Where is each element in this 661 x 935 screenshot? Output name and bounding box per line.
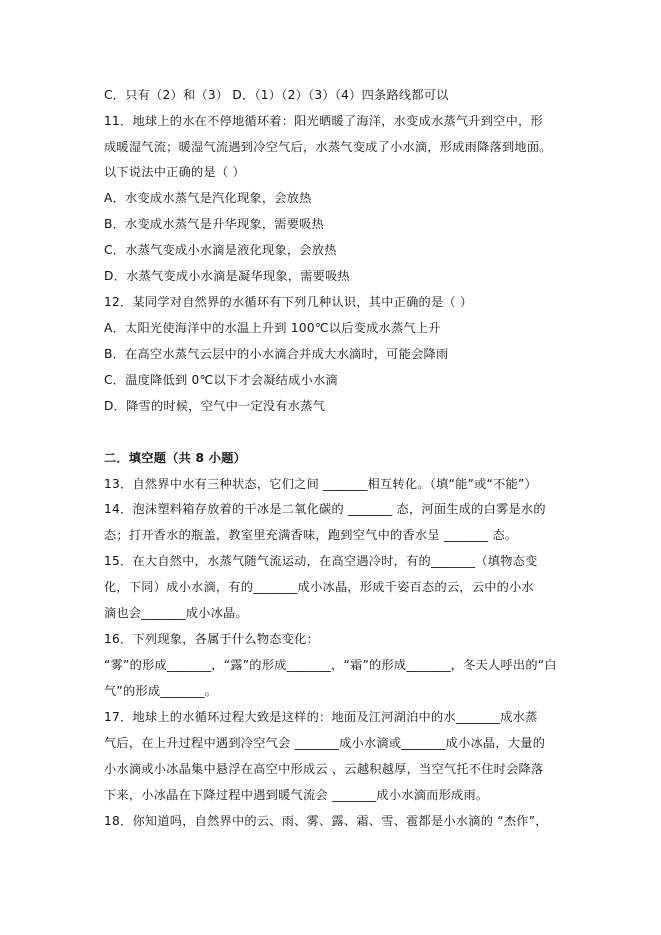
- q15-line-2: 化，下同）成小水滴，有的_______成小冰晶，形成千姿百态的云，云中的小水: [104, 580, 534, 594]
- q10-option-cd: C．只有（2）和（3） D．（1）（2）（3）（4）四条路线都可以: [104, 88, 449, 102]
- q11-option-c: C．水蒸气变成小水滴是液化现象，会放热: [104, 243, 337, 257]
- q11-option-b: B．水变成水蒸气是升华现象，需要吸热: [104, 217, 325, 231]
- q18-line-1: 18．你知道吗，自然界中的云、雨、雾、露、霜、雪、雹都是小水滴的 “杰作”，: [104, 814, 548, 828]
- q12-option-d: D．降雪的时候，空气中一定没有水蒸气: [104, 399, 326, 413]
- q12-stem: 12．某同学对自然界的水循环有下列几种认识，其中正确的是（ ）: [104, 295, 473, 309]
- q17-line-4: 下来，小冰晶在下降过程中遇到暖气流会 _______成小水滴而形成雨。: [104, 788, 489, 802]
- q11-stem-line-1: 11．地球上的水在不停地循环着：阳光晒暖了海洋，水变成水蒸气升到空中，形: [104, 114, 543, 128]
- q12-option-a: A．太阳光使海洋中的水温上升到 100℃以后变成水蒸气上升: [104, 321, 441, 335]
- q16-line-2: “雾”的形成_______，“露”的形成_______，“霜”的形成_______，冬天人呼出的“白: [104, 658, 557, 672]
- q12-option-c: C．温度降低到 0℃以下才会凝结成小水滴: [104, 373, 338, 387]
- q16-line-3: 气”的形成_______。: [104, 684, 218, 698]
- q11-stem-line-3: 以下说法中正确的是（ ）: [104, 165, 245, 179]
- q11-stem-line-2: 成暖湿气流；暖湿气流遇到冷空气后，水蒸气变成了小水滴，形成雨降落到地面。: [104, 140, 552, 154]
- q15-line-3: 滴也会_______成小冰晶。: [104, 606, 248, 620]
- section-heading-fill-in: 二．填空题（共 8 小题）: [104, 451, 247, 465]
- q11-option-a: A．水变成水蒸气是汽化现象，会放热: [104, 191, 312, 205]
- q13-line-1: 13．自然界中水有三种状态，它们之间 _______相互转化。（填“能”或“不能”）: [104, 477, 537, 491]
- q14-line-1: 14．泡沫塑料箱存放着的干冰是二氧化碳的 _______ 态，河面生成的白雾是水的: [104, 502, 546, 516]
- q17-line-3: 小水滴或小冰晶集中悬浮在高空中形成云 ，云越积越厚，当空气托不住时会降落: [104, 762, 544, 776]
- q12-option-b: B．在高空水蒸气云层中的小水滴合并成大水滴时，可能会降雨: [104, 347, 449, 361]
- q17-line-1: 17．地球上的水循环过程大致是这样的：地面及江河湖泊中的水_______成水蒸: [104, 710, 538, 724]
- q15-line-1: 15．在大自然中，水蒸气随气流运动，在高空遇冷时，有的_______（填物态变: [104, 554, 538, 568]
- q11-option-d: D．水蒸气变成小水滴是凝华现象，需要吸热: [104, 269, 350, 283]
- q14-line-2: 态；打开香水的瓶盖，教室里充满香味，跑到空气中的香水呈 _______ 态。: [104, 528, 518, 542]
- q17-line-2: 气后，在上升过程中遇到冷空气会 _______成小水滴或_______成小冰晶，大量的: [104, 736, 546, 750]
- q16-line-1: 16．下列现象，各属于什么物态变化：: [104, 632, 320, 646]
